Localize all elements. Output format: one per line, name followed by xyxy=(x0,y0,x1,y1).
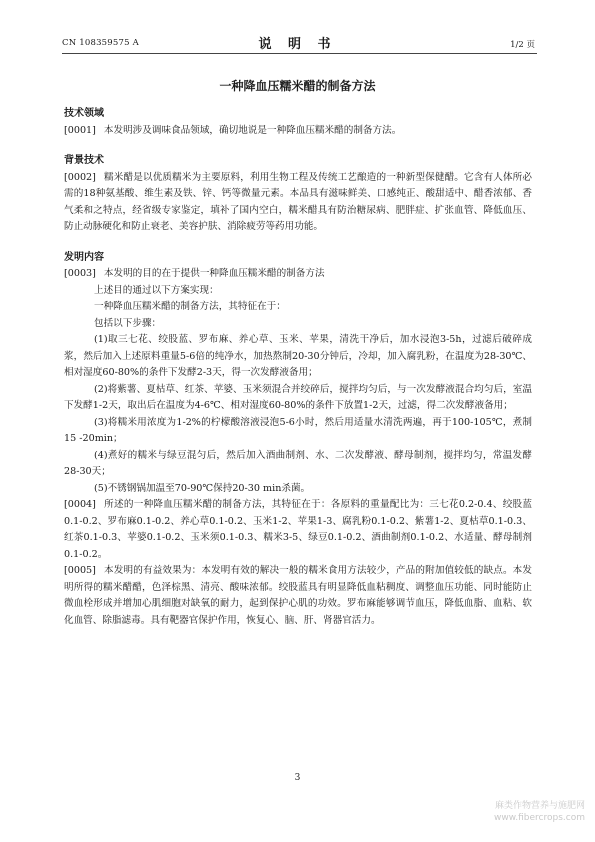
paragraph-number: [0002] xyxy=(64,171,96,183)
paragraph-number: [0004] xyxy=(64,499,96,510)
line-steps-intro: 包括以下步骤： xyxy=(94,317,162,329)
line-method: 一种降血压糯米醋的制备方法，其特征在于： xyxy=(94,301,286,312)
paragraph-0004 xyxy=(64,497,532,563)
document-title: 一种降血压糯米醋的制备方法 xyxy=(219,79,376,93)
watermark-site-name: 麻类作物营养与施肥网 xyxy=(494,801,585,811)
step-4: (4)煮好的糯米与绿豆混匀后，然后加入酒曲制剂、水、二次发酵液、酵母制剂，搅拌均匀，常温发酵28-30天； xyxy=(64,449,532,477)
step-2: (2)将紫薯、夏枯草、红茶、苹婆、玉米须混合并绞碎后，搅拌均匀后，与一次发酵液混合均匀后，室温下发酵1-2天，取出后在温度为4-6℃、相对湿度60-80%的条件下放置1-2天，过滤，得二次发酵液备用； xyxy=(64,383,532,411)
watermark-url: www.fibercrops.com xyxy=(494,813,585,823)
paragraph-text: 糯米醋是以优质糯米为主要原料，利用生物工程及传统工艺酿造的一种新型保健醋。它含有人体所必需的18种氨基酸、维生素及铁、锌、钙等微量元素。本品具有滋味鲜美、口感纯正、酸甜适中、醋香浓郁、香气柔和之特点，经省级专家鉴定，填补了国内空白，糯米醋具有防治糖尿病、肥胖症、扩张血管、降低血压、防止动脉硬化和防止衰老、美容护肤、消除疲劳等药用功能。 xyxy=(64,171,532,232)
paragraph-text: 所述的一种降血压糯米醋的制备方法，其特征在于：各原料的重量配比为：三七花0.2-0.4、绞股蓝0.1-0.2、罗布麻0.1-0.2、养心草0.1-0.2、玉米1-2、苹果1-3、腐乳粉0.1-0.2、紫薯1-2、夏枯草0.1-0.3、红茶0.1-0.3、苹婆0.1-0.2、玉米须0.1-0.3、糯米3-5、绿豆0.1-0.2、酒曲制剂0.1-0.2、水适量、酵母制剂0.1-0.2。 xyxy=(64,499,532,560)
paragraph-0001 xyxy=(64,123,532,140)
paragraph-number: [0001] xyxy=(64,124,96,136)
paragraph-0002 xyxy=(64,170,532,236)
step-5: (5)不锈钢锅加温至70-90℃保持20-30 min杀菌。 xyxy=(94,482,311,494)
paragraph-number: [0003] xyxy=(64,268,96,279)
paragraph-text: 本发明的目的在于提供一种降血压糯米醋的制备方法 xyxy=(103,268,325,279)
page-number: 3 xyxy=(294,773,301,783)
section-heading-invention: 发明内容 xyxy=(64,251,104,263)
header-divider xyxy=(62,53,537,54)
paragraph-number: [0005] xyxy=(64,565,96,576)
step-1: (1)取三七花、绞股蓝、罗布麻、养心草、玉米、苹果，清洗干净后，加水浸泡3-5h，过滤后破碎成浆，然后加入上述原料重量5-6倍的纯净水，加热熬制20-30分钟后，冷却，加入腐乳粉，在温度为28-30℃、相对湿度60-80%的条件下发酵2-3天，得一次发酵液备用； xyxy=(64,334,532,378)
section-heading-background: 背景技术 xyxy=(64,155,104,166)
document-body xyxy=(64,106,532,629)
paragraph-0005 xyxy=(64,563,532,629)
page-info: 1/2 页 xyxy=(510,40,535,50)
section-heading-tech-field: 技术领域 xyxy=(64,108,104,119)
paragraph-0003 xyxy=(64,266,532,283)
paragraph-text: 本发明涉及调味食品领域，确切地说是一种降血压糯米醋的制备方法。 xyxy=(103,124,402,136)
paragraph-text: 本发明的有益效果为：本发明有效的解决一般的糯米食用方法较少，产品的附加值较低的缺点。本发明所得的糯米醋醋，色泽棕黑、清亮、酸味浓郁。绞股蓝具有明显降低血粘稠度、调整血压功能、同时能防止微血栓形成并增加心肌细胞对缺氧的耐力，起到保护心肌的功效。罗布麻能够调节血压，降低血脂、血粘、软化血管、除脂滤毒。具有靶器官保护作用，恢复心、脑、肝、肾器官活力。 xyxy=(64,565,532,626)
line-scheme: 上述目的通过以下方案实现： xyxy=(94,284,219,296)
doc-type-heading: 说 明 书 xyxy=(258,37,337,52)
patent-number: CN 108359575 A xyxy=(62,38,139,48)
step-3: (3)将糯米用浓度为1-2%的柠檬酸溶液浸泡5-6小时，然后用适量水清洗两遍，再于100-105℃，煮制15 -20min； xyxy=(64,416,532,444)
site-watermark xyxy=(494,800,585,824)
